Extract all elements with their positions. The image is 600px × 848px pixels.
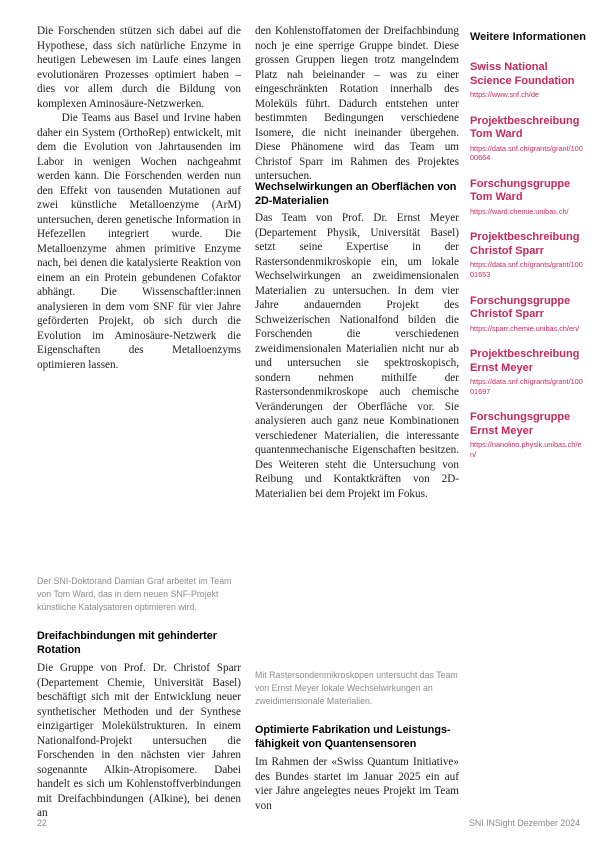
- sidebar-link-gruppe-meyer: [470, 411, 586, 459]
- section-heading-wechselwirkungen: Wechselwirkungen an Oberflächen von 2D-Materialien: [255, 181, 457, 207]
- section-heading-dreifachbindungen: Dreifachbindungen mit gehinderter Rotation: [37, 630, 217, 656]
- page-footer: [37, 818, 580, 828]
- photo-caption-left: Der SNI-Doktorand Damian Graf arbeitet im Team von Tom Ward, das in dem neuen SNF-Projekt künstliche Katalysatoren optimieren wird.: [37, 576, 232, 613]
- sidebar-link-projekt-meyer: [470, 348, 586, 396]
- paragraph: Die Teams aus Basel und Irvine haben daher ein System (OrthoRep) entwickelt, mit dem die Evolution von Jahrtausenden im Labor in wenigen Wochen nachgeahmt werden kann. Die Forschenden werden nun den Effekt von tausenden Mutationen auf zwei künstliche Metalloenzyme (ArM) untersuchen, deren genetische Information in Hefezellen integriert wurde. Die Metalloenzyme ahmen primitive Enzyme nach, bei denen die katalysierte Reaktion von einem an ein Protein gebundenen Cofaktor abhängt. Die Wissenschaftler:innen analysieren in dem vom SNF für vier Jahre geförderten Projekt, ob sich durch die Evolution im Aminosäure-Netzwerk die Eigenschaften des Metalloenzyms optimieren lassen.: [37, 112, 241, 371]
- middle-column-body: [255, 24, 459, 184]
- link-label[interactable]: Projektbeschreibung Ernst Meyer: [470, 348, 580, 374]
- link-label[interactable]: Swiss National Science Foundation: [470, 61, 575, 87]
- middle-column-body-3: [255, 755, 459, 813]
- issue-label: SNI INSight Dezember 2024: [469, 818, 580, 828]
- link-url[interactable]: https://ward.chemie.unibas.ch/: [470, 206, 569, 216]
- link-label[interactable]: Forschungsgruppe Ernst Meyer: [470, 411, 571, 437]
- paragraph: Die Forschenden stützen sich dabei auf die Hypothese, dass sich natürliche Enzyme in heutigen Lebewesen im Laufe eines langen evolutionären Prozesses optimiert haben – dies vor allem durch die Bildung von komplexen Aminosäure-Netzwerken.: [37, 25, 241, 110]
- paragraph: Im Rahmen der «Swiss Quantum Initiative» des Bundes startet im Januar 2025 ein auf vier Jahre angelegtes neues Projekt im Team von: [255, 756, 459, 812]
- photo-caption-middle: Mit Rastersondenmikroskopen untersucht das Team von Ernst Meyer lokale Wechselwirkungen an zweidimensionale Materialien.: [255, 670, 458, 707]
- sidebar-link-projekt-sparr: [470, 231, 586, 279]
- link-url[interactable]: https://data.snf.ch/grants/grant/10001653: [470, 260, 583, 279]
- sidebar-link-gruppe-sparr: [470, 295, 586, 334]
- link-url[interactable]: https://data.snf.ch/grants/grant/10001697: [470, 377, 583, 396]
- link-url[interactable]: https://nanolino.physik.unibas.ch/en/: [470, 440, 582, 459]
- paragraph: den Kohlenstoffatomen der Dreifachbindung noch je eine sperrige Gruppe bindet. Diese grossen Gruppen liegen trotz mangelndem Platz nah beieinander – was zu einer eingeschränkten Rotation innerhalb des Moleküls führt. Dadurch entstehen unter bestimmten Bedingungen verschiedene Isomere, die nicht ineinander übergehen. Diese Phänomene wird das Team um Christof Sparr im Rahmen des Projektes untersuchen.: [255, 25, 459, 182]
- left-column-body: [37, 24, 241, 372]
- link-label[interactable]: Forschungsgruppe Tom Ward: [470, 177, 571, 204]
- link-url[interactable]: https://www.snf.ch/de: [470, 90, 539, 99]
- paragraph: Das Team von Prof. Dr. Ernst Meyer (Departement Physik, Universität Basel) setzt seine Expertise in der Rastersondenmikroskopie ein, um lokale Wechselwirkungen an zweidimensionalen Materialien zu untersuchen. In dem vier Jahre andauernden Projekt des Schweizerischen Nationalfond bilden die Forschenden die verschiedenen zweidimensionalen Materialien nicht nur ab und untersuchen sie spektroskopisch, sondern nehmen mithilfe der Rastersondenmikroskope auch chemische Veränderungen der Oberfläche vor. Sie analysieren auch ganz neue Kombinationen verschiedener Materialien, die interessante quantenmechanische Eigenschaften besitzen. Des Weiteren steht die Untersuchung von Reibung und Kontaktkräften von 2D-Materialien bei dem Projekt im Fokus.: [255, 212, 459, 500]
- link-url[interactable]: https://sparr.chemie.unibas.ch/en/: [470, 323, 580, 333]
- paragraph: Die Gruppe von Prof. Dr. Christof Sparr (Departement Chemie, Universität Basel) beschäftigt sich mit der Entwicklung neuer synthetischer Methoden und der Synthese einzigartiger Molekülstrukturen. In einem Nationalfond-Projekt untersuchen die Forschenden in den nächsten vier Jahren sogenannte Alkin-Atropisomere. Dabei handelt es sich um Kohlenstoffverbindungen mit Dreifachbindungen (Alkine), bei denen an: [37, 662, 241, 819]
- sidebar-link-gruppe-ward: [470, 178, 586, 217]
- sidebar-title: Weitere Informationen: [470, 31, 586, 43]
- page-number: 22: [37, 818, 47, 828]
- sidebar-link-snf: [470, 61, 586, 100]
- link-url[interactable]: https://data.snf.ch/grants/grant/10000664: [470, 143, 583, 163]
- left-column-body-2: [37, 661, 241, 821]
- section-heading-quantensensoren: Optimierte Fabrikation und Leistungsfähigkeit von Quantensensoren: [255, 724, 451, 750]
- further-information-sidebar: [470, 30, 586, 475]
- link-label[interactable]: Forschungsgruppe Christof Sparr: [470, 294, 571, 321]
- link-label[interactable]: Projektbeschreibung Christof Sparr: [470, 231, 580, 257]
- middle-column-body-2: [255, 211, 459, 501]
- sidebar-link-projekt-ward: [470, 115, 586, 163]
- link-label[interactable]: Projektbeschreibung Tom Ward: [470, 114, 580, 141]
